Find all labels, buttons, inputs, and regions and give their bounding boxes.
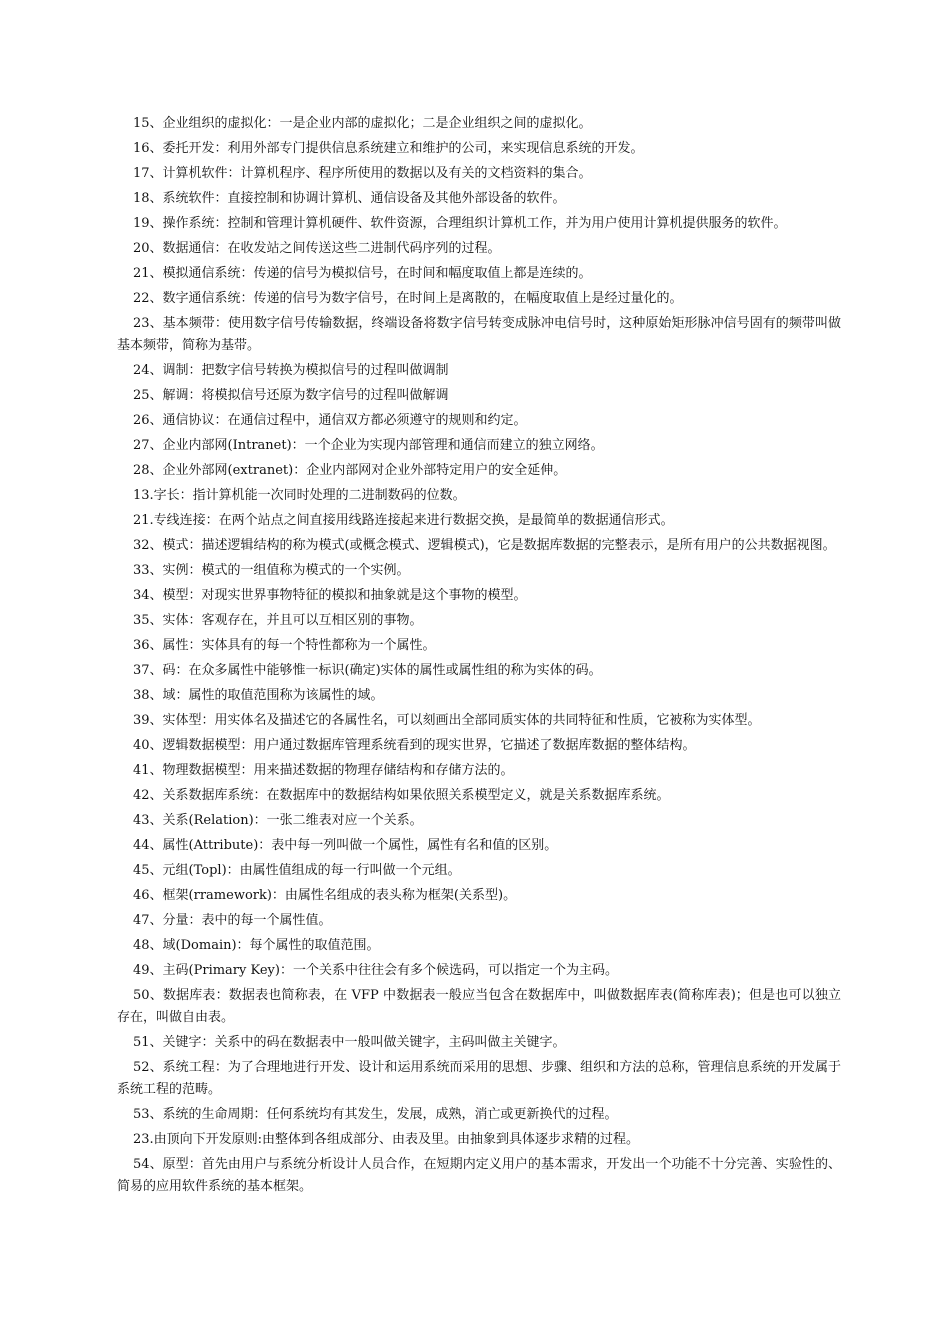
definition-paragraph: 28、企业外部网(extranet)：企业内部网对企业外部特定用户的安全延伸。 bbox=[133, 463, 567, 478]
definition-paragraph: 35、实体：客观存在，并且可以互相区别的事物。 bbox=[133, 613, 423, 628]
definition-paragraph: 48、域(Domain)：每个属性的取值范围。 bbox=[133, 938, 380, 953]
definition-paragraph: 23、基本频带：使用数字信号传输数据，终端设备将数字信号转变成脉冲电信号时，这种原始矩形脉冲信号固有的频带叫做基本频带，简称为基带。 bbox=[117, 316, 841, 353]
definition-paragraph: 47、分量：表中的每一个属性值。 bbox=[133, 913, 332, 928]
definition-paragraph: 15、企业组织的虚拟化：一是企业内部的虚拟化；二是企业组织之间的虚拟化。 bbox=[133, 116, 592, 131]
definition-paragraph: 33、实例：模式的一组值称为模式的一个实例。 bbox=[133, 563, 410, 578]
definition-paragraph: 34、模型：对现实世界事物特征的模拟和抽象就是这个事物的模型。 bbox=[133, 588, 527, 603]
definition-paragraph: 53、系统的生命周期：任何系统均有其发生，发展，成熟，消亡或更新换代的过程。 bbox=[133, 1107, 618, 1122]
definition-paragraph: 19、操作系统：控制和管理计算机硬件、软件资源，合理组织计算机工作，并为用户使用计算机提供服务的软件。 bbox=[133, 216, 787, 231]
definition-paragraph: 24、调制：把数字信号转换为模拟信号的过程叫做调制 bbox=[133, 363, 449, 378]
document-body bbox=[117, 113, 841, 1201]
definition-paragraph: 45、元组(Topl)：由属性值组成的每一行叫做一个元组。 bbox=[133, 863, 461, 878]
definition-paragraph: 51、关键字：关系中的码在数据表中一般叫做关键字，主码叫做主关键字。 bbox=[133, 1035, 566, 1050]
definition-paragraph: 50、数据库表：数据表也简称表，在 VFP 中数据表一般应当包含在数据库中，叫做数据库表(简称库表)；但是也可以独立存在，叫做自由表。 bbox=[117, 988, 841, 1025]
definition-paragraph: 49、主码(Primary Key)：一个关系中往往会有多个候选码，可以指定一个为主码。 bbox=[133, 963, 618, 978]
definition-paragraph: 18、系统软件：直接控制和协调计算机、通信设备及其他外部设备的软件。 bbox=[133, 191, 566, 206]
definition-paragraph: 43、关系(Relation)：一张二维表对应一个关系。 bbox=[133, 813, 423, 828]
definition-paragraph: 20、数据通信：在收发站之间传送这些二进制代码序列的过程。 bbox=[133, 241, 501, 256]
definition-paragraph: 40、逻辑数据模型：用户通过数据库管理系统看到的现实世界，它描述了数据库数据的整体结构。 bbox=[133, 738, 696, 753]
definition-paragraph: 44、属性(Attribute)：表中每一列叫做一个属性，属性有名和值的区别。 bbox=[133, 838, 558, 853]
definition-paragraph: 46、框架(rramework)：由属性名组成的表头称为框架(关系型)。 bbox=[133, 888, 517, 903]
definition-paragraph: 38、域：属性的取值范围称为该属性的域。 bbox=[133, 688, 384, 703]
definition-paragraph: 25、解调：将模拟信号还原为数字信号的过程叫做解调 bbox=[133, 388, 449, 403]
definition-paragraph: 13.字长：指计算机能一次同时处理的二进制数码的位数。 bbox=[133, 488, 466, 503]
definition-paragraph: 54、原型：首先由用户与系统分析设计人员合作，在短期内定义用户的基本需求，开发出一个功能不十分完善、实验性的、简易的应用软件系统的基本框架。 bbox=[117, 1157, 841, 1194]
definition-paragraph: 39、实体型：用实体名及描述它的各属性名，可以刻画出全部同质实体的共同特征和性质，它被称为实体型。 bbox=[133, 713, 761, 728]
definition-paragraph: 42、关系数据库系统：在数据库中的数据结构如果依照关系模型定义，就是关系数据库系统。 bbox=[133, 788, 670, 803]
definition-paragraph: 17、计算机软件：计算机程序、程序所使用的数据以及有关的文档资料的集合。 bbox=[133, 166, 592, 181]
definition-paragraph: 52、系统工程：为了合理地进行开发、设计和运用系统而采用的思想、步骤、组织和方法的总称，管理信息系统的开发属于系统工程的范畴。 bbox=[117, 1060, 841, 1097]
definition-paragraph: 23.由顶向下开发原则:由整体到各组成部分、由表及里。由抽象到具体逐步求精的过程。 bbox=[133, 1132, 640, 1147]
definition-paragraph: 22、数字通信系统：传递的信号为数字信号，在时间上是离散的，在幅度取值上是经过量化的。 bbox=[133, 291, 683, 306]
definition-paragraph: 21.专线连接：在两个站点之间直接用线路连接起来进行数据交换，是最简单的数据通信形式。 bbox=[133, 513, 674, 528]
definition-paragraph: 21、模拟通信系统：传递的信号为模拟信号，在时间和幅度取值上都是连续的。 bbox=[133, 266, 592, 281]
definition-paragraph: 36、属性：实体具有的每一个特性都称为一个属性。 bbox=[133, 638, 436, 653]
definition-paragraph: 27、企业内部网(Intranet)：一个企业为实现内部管理和通信而建立的独立网络。 bbox=[133, 438, 604, 453]
definition-paragraph: 16、委托开发：利用外部专门提供信息系统建立和维护的公司，来实现信息系统的开发。 bbox=[133, 141, 644, 156]
definition-paragraph: 41、物理数据模型：用来描述数据的物理存储结构和存储方法的。 bbox=[133, 763, 514, 778]
definition-paragraph: 26、通信协议：在通信过程中，通信双方都必须遵守的规则和约定。 bbox=[133, 413, 527, 428]
definition-paragraph: 37、码：在众多属性中能够惟一标识(确定)实体的属性或属性组的称为实体的码。 bbox=[133, 663, 602, 678]
definition-paragraph: 32、模式：描述逻辑结构的称为模式(或概念模式、逻辑模式)，它是数据库数据的完整表示，是所有用户的公共数据视图。 bbox=[133, 538, 836, 553]
